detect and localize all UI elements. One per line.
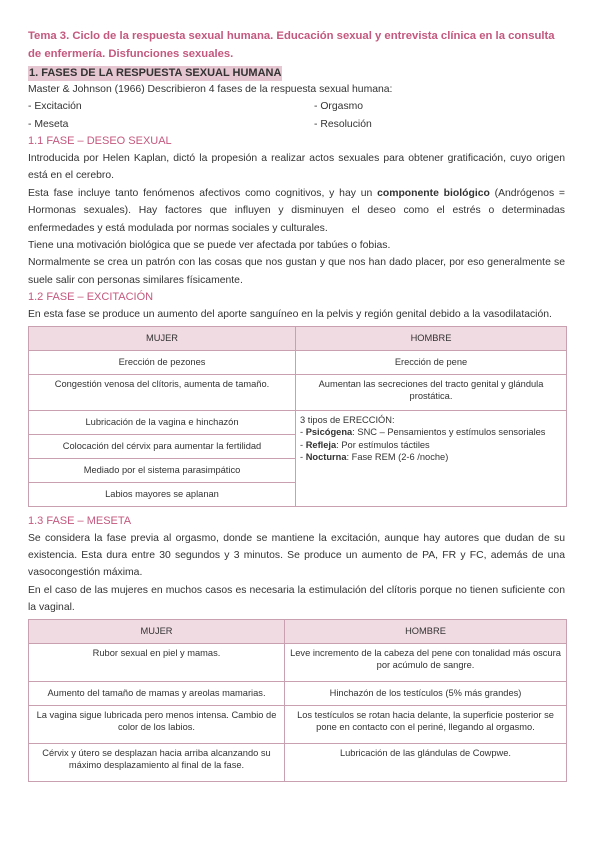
bullet: - bbox=[300, 427, 306, 438]
erection-type-item bbox=[300, 439, 562, 452]
document-title: Tema 3. Ciclo de la respuesta sexual humana. Educación sexual y entrevista clínica en la consulta de enfermería. Disfunciones sexuales. bbox=[28, 30, 555, 60]
erection-type-text: : SNC – Pensamientos y estímulos sensoriales bbox=[352, 427, 546, 438]
excitacion-table bbox=[28, 326, 567, 507]
table-cell: Labios mayores se aplanan bbox=[29, 482, 296, 506]
table-cell: Aumentan las secreciones del tracto genital y glándula prostática. bbox=[296, 374, 567, 410]
erection-type-text: : Por estímulos táctiles bbox=[336, 439, 430, 450]
table-cell: Colocación del cérvix para aumentar la fertilidad bbox=[29, 434, 296, 458]
erection-types-title: 3 tipos de ERECCIÓN: bbox=[300, 414, 395, 425]
phases-list bbox=[28, 98, 565, 115]
phases-list bbox=[28, 116, 565, 133]
table-cell: Hinchazón de los testículos (5% más grandes) bbox=[285, 681, 567, 705]
table-cell: La vagina sigue lubricada pero menos intensa. Cambio de color de los labios. bbox=[29, 705, 285, 743]
table-cell: Rubor sexual en piel y mamas. bbox=[29, 643, 285, 681]
section-1-1-paragraph: Introducida por Helen Kaplan, dictó la propesión a realizar actos sexuales para obtener gratificación, cuyo origen está en el cerebro. bbox=[28, 153, 565, 182]
text-run: (Andrógenos = Hormonas sexuales). Hay factores que influyen y disminuyen el deseo como el estrés o determinadas enfermedades y está modulada por normas sociales y culturales. bbox=[28, 187, 566, 234]
erection-type-item bbox=[300, 426, 562, 439]
table-cell: Lubricación de la vagina e hinchazón bbox=[29, 410, 296, 434]
section-1-heading: 1. FASES DE LA RESPUESTA SEXUAL HUMANA bbox=[29, 67, 282, 79]
section-1-2-heading: 1.2 FASE – EXCITACIÓN bbox=[28, 291, 154, 304]
phase-item: - Resolución bbox=[314, 118, 372, 130]
table-header-hombre: HOMBRE bbox=[285, 619, 567, 643]
table-header-hombre: HOMBRE bbox=[296, 326, 567, 350]
section-1-1-paragraph: Tiene una motivación biológica que se puede ver afectada por tabúes o fobias. bbox=[28, 240, 391, 252]
section-1-3-paragraph: Se considera la fase previa al orgasmo, donde se mantiene la excitación, aunque hay autores que dudan de su existencia. Esta dura entre 30 segundos y 3 minutos. Se produce un aumento de PA, FR y FC, además de una vasocongestión máxima. bbox=[28, 532, 565, 579]
erection-type-label: Nocturna bbox=[305, 452, 347, 463]
table-cell: Erección de pezones bbox=[29, 350, 296, 374]
table-cell: Erección de pene bbox=[296, 350, 567, 374]
document-page bbox=[28, 27, 565, 788]
erection-type-text: : Fase REM (2-6 /noche) bbox=[346, 452, 449, 463]
section-1-2-paragraph: En esta fase se produce un aumento del aporte sanguíneo en la pelvis y región genital debido a la vasodilatación. bbox=[28, 309, 552, 321]
table-cell: Congestión venosa del clítoris, aumenta de tamaño. bbox=[29, 374, 296, 410]
table-header-mujer: MUJER bbox=[29, 326, 296, 350]
bold-text: componente biológico bbox=[377, 187, 490, 199]
erection-type-label: Refleja bbox=[305, 439, 337, 450]
erection-type-label: Psicógena bbox=[305, 427, 353, 438]
table-cell: Mediado por el sistema parasimpático bbox=[29, 458, 296, 482]
section-1-1-paragraph: Normalmente se crea un patrón con las cosas que nos gustan y que nos han dado placer, por eso generalmente se suele salir con personas similares físicamente. bbox=[28, 257, 565, 286]
text-run: Esta fase incluye tanto fenómenos afectivos como cognitivos, y hay un bbox=[28, 187, 378, 199]
table-cell: Los testículos se rotan hacia delante, la superficie posterior se pone en contacto con el periné, llegando al orgasmo. bbox=[285, 705, 567, 743]
erection-type-item bbox=[300, 451, 562, 464]
bullet: - bbox=[300, 439, 306, 450]
table-cell: Aumento del tamaño de mamas y areolas mamarias. bbox=[29, 681, 285, 705]
section-1-3-paragraph: En el caso de las mujeres en muchos casos es necesaria la estimulación del clítoris porque no tienen suficiente con la vaginal. bbox=[28, 584, 565, 614]
phase-item: - Orgasmo bbox=[314, 101, 364, 113]
bullet: - bbox=[300, 452, 306, 463]
section-1-1-paragraph bbox=[28, 185, 565, 237]
section-1-3-heading: 1.3 FASE – MESETA bbox=[28, 514, 132, 527]
section-1-intro: Master & Johnson (1966) Describieron 4 fases de la respuesta sexual humana: bbox=[28, 84, 393, 95]
erection-types-cell bbox=[296, 410, 567, 506]
section-1-1-heading: 1.1 FASE – DESEO SEXUAL bbox=[28, 135, 172, 147]
phase-item: - Meseta bbox=[28, 118, 69, 130]
table-cell: Lubricación de las glándulas de Cowpwe. bbox=[285, 743, 567, 781]
table-header-mujer: MUJER bbox=[29, 619, 285, 643]
table-cell: Leve incremento de la cabeza del pene con tonalidad más oscura por acúmulo de sangre. bbox=[285, 643, 567, 681]
phase-item: - Excitación bbox=[28, 101, 82, 113]
meseta-table bbox=[28, 619, 567, 782]
table-cell: Cérvix y útero se desplazan hacia arriba alcanzando su máximo desplazamiento al final de la fase. bbox=[29, 743, 285, 781]
